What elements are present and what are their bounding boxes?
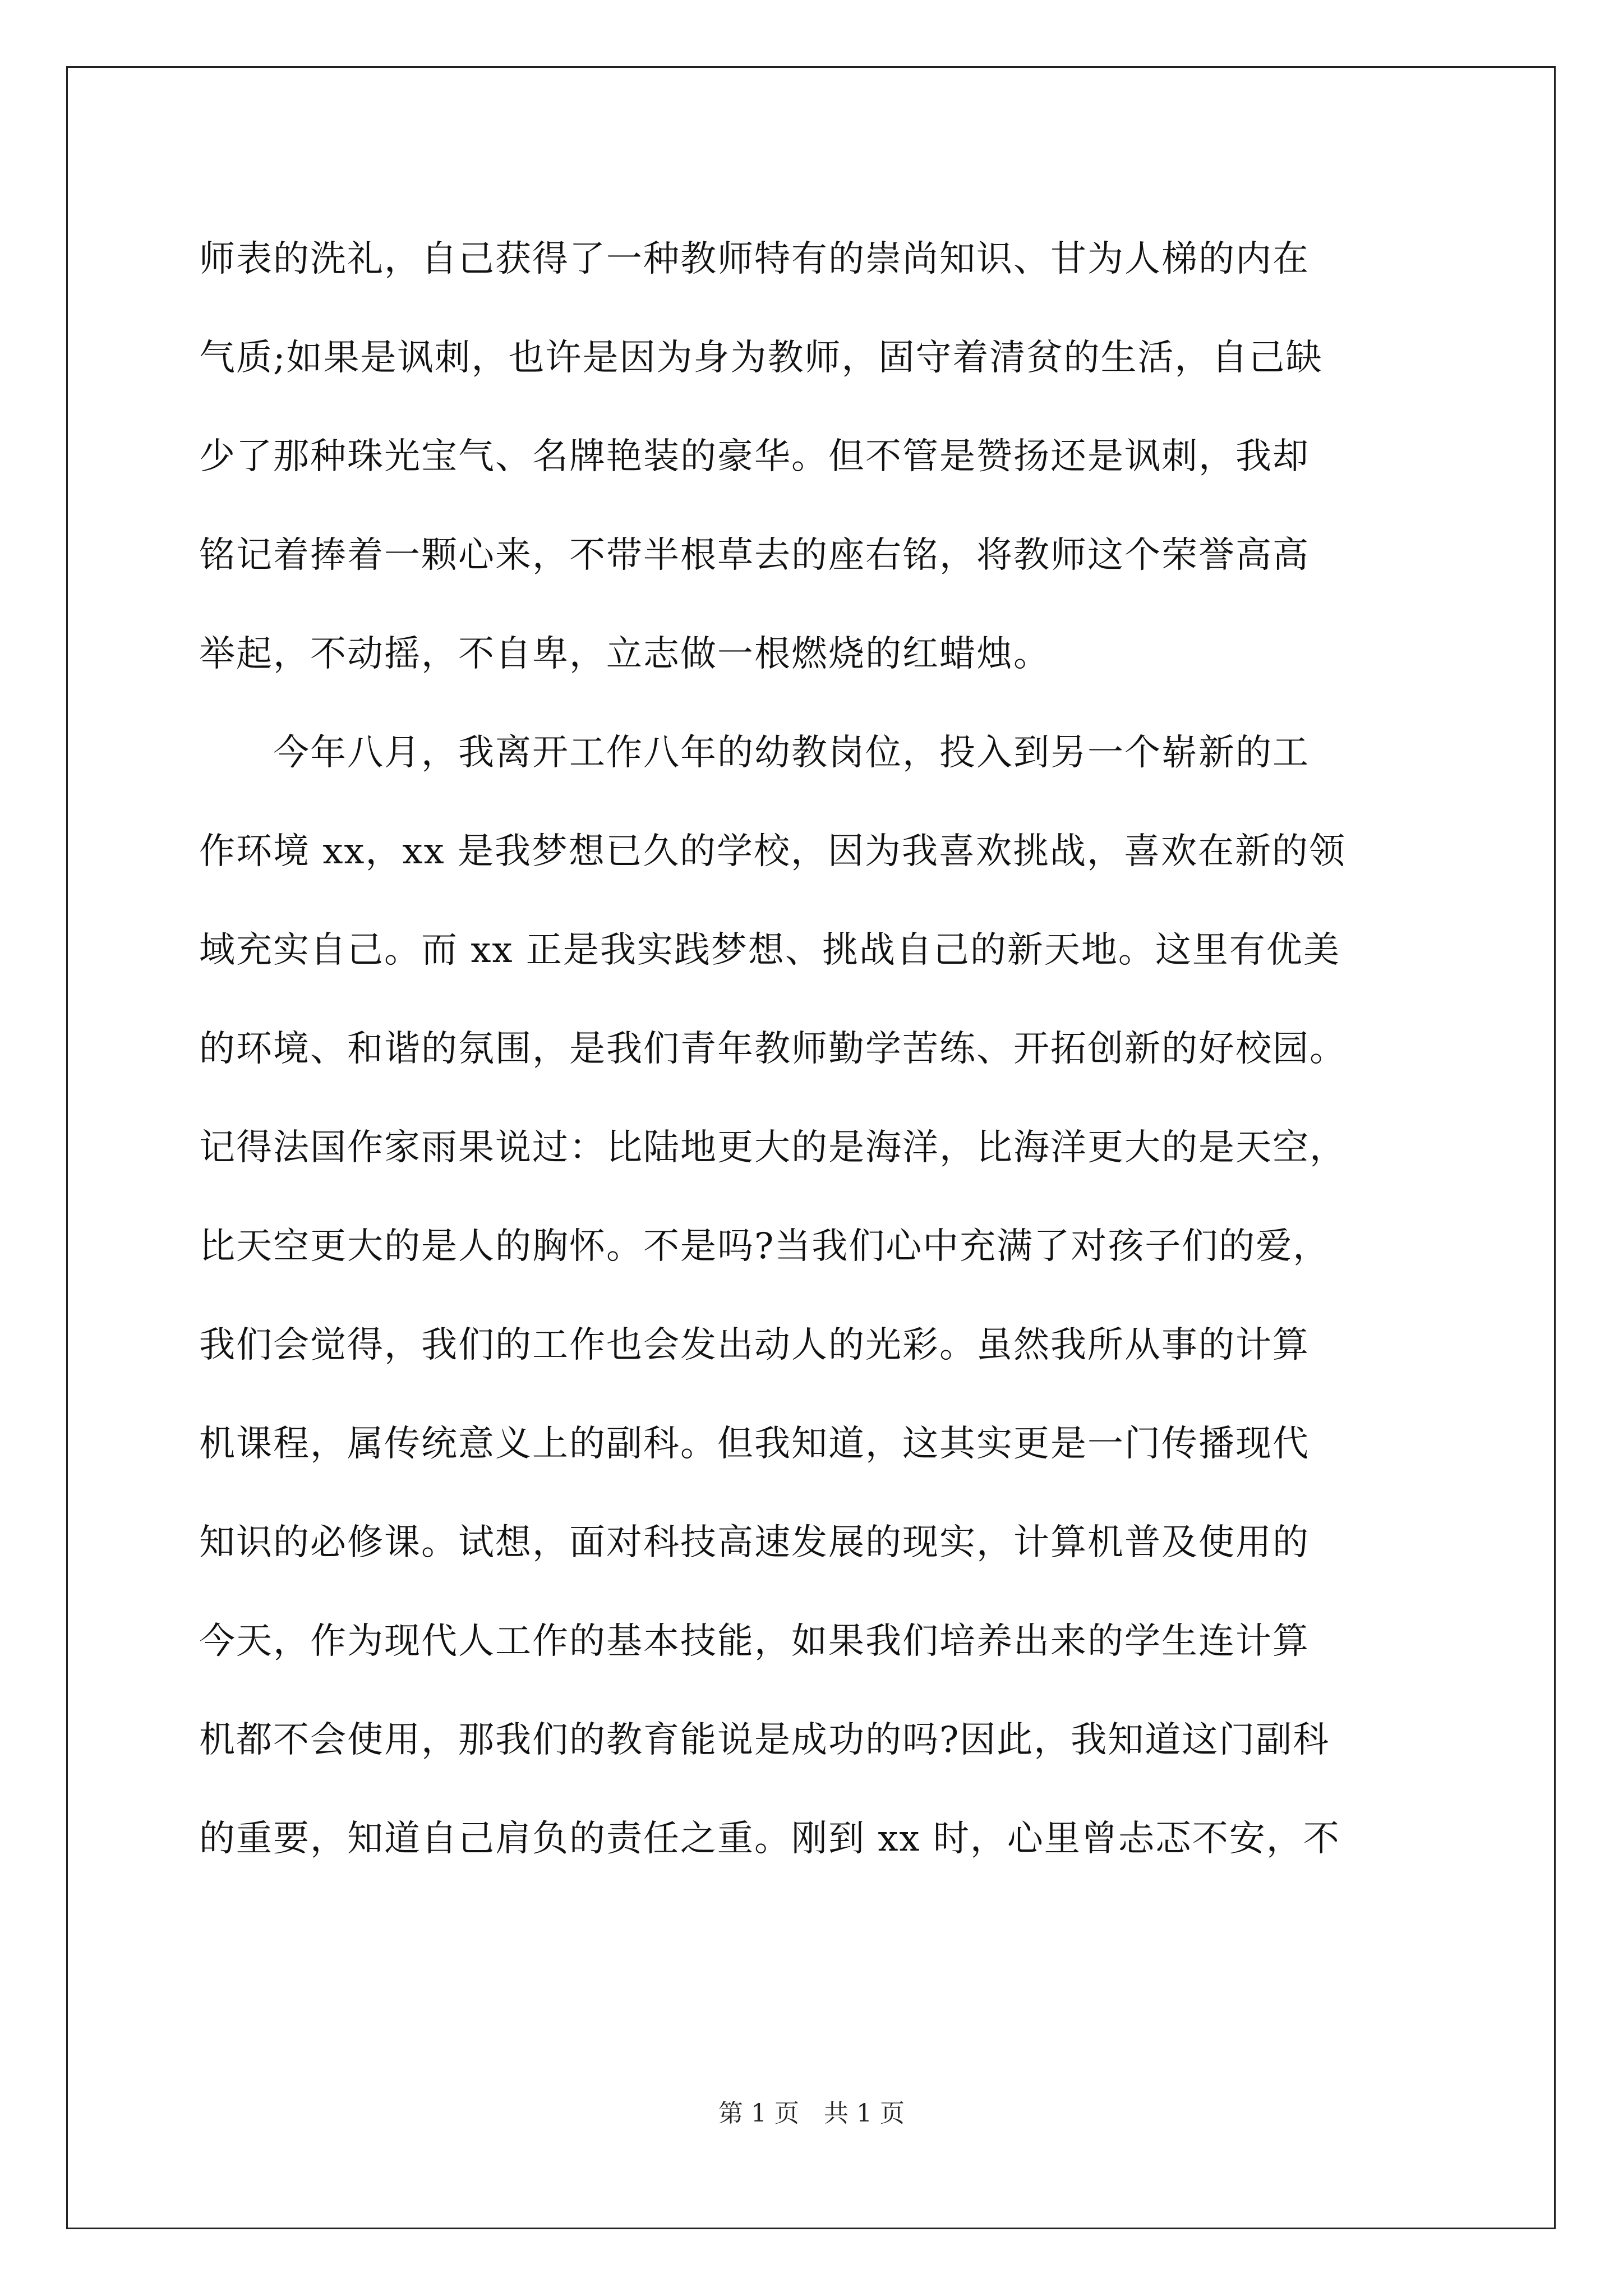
text-line: 域充实自己。而 xx 正是我实践梦想、挑战自己的新天地。这里有优美 (199, 930, 1340, 971)
text-line: 今年八月，我离开工作八年的幼教岗位，投入到另一个崭新的工 (199, 732, 1310, 774)
text-line: 机都不会使用，那我们的教育能说是成功的吗?因此，我知道这门副科 (199, 1719, 1330, 1761)
text-line: 气质;如果是讽刺，也许是因为身为教师，固守着清贫的生活，自己缺 (199, 337, 1323, 379)
text-line: 比天空更大的是人的胸怀。不是吗?当我们心中充满了对孩子们的爱， (199, 1226, 1330, 1267)
text-line: 的环境、和谐的氛围，是我们青年教师勤学苦练、开拓创新的好校园。 (199, 1028, 1347, 1070)
text-line: 的重要，知道自己肩负的责任之重。刚到 xx 时，心里曾忐忑不安，不 (199, 1818, 1340, 1860)
text-line: 今天，作为现代人工作的基本技能，如果我们培养出来的学生连计算 (199, 1621, 1310, 1662)
text-line: 举起，不动摇，不自卑，立志做一根燃烧的红蜡烛。 (199, 633, 1050, 675)
text-line: 少了那种珠光宝气、名牌艳装的豪华。但不管是赞扬还是讽刺，我却 (199, 436, 1310, 477)
text-line: 知识的必修课。试想，面对科技高速发展的现实，计算机普及使用的 (199, 1522, 1310, 1563)
text-line: 铭记着捧着一颗心来，不带半根草去的座右铭，将教师这个荣誉高高 (199, 535, 1310, 576)
page-footer: 第 1 页 共 1 页 (718, 2099, 905, 2128)
document-body (199, 210, 1433, 1888)
text-line: 我们会觉得，我们的工作也会发出动人的光彩。虽然我所从事的计算 (199, 1324, 1310, 1366)
text-line: 记得法国作家雨果说过：比陆地更大的是海洋，比海洋更大的是天空， (199, 1127, 1347, 1168)
text-line: 机课程，属传统意义上的副科。但我知道，这其实更是一门传播现代 (199, 1423, 1310, 1465)
text-line: 作环境 xx，xx 是我梦想已久的学校，因为我喜欢挑战，喜欢在新的领 (199, 831, 1347, 872)
text-line: 师表的洗礼，自己获得了一种教师特有的崇尚知识、甘为人梯的内在 (199, 238, 1310, 280)
